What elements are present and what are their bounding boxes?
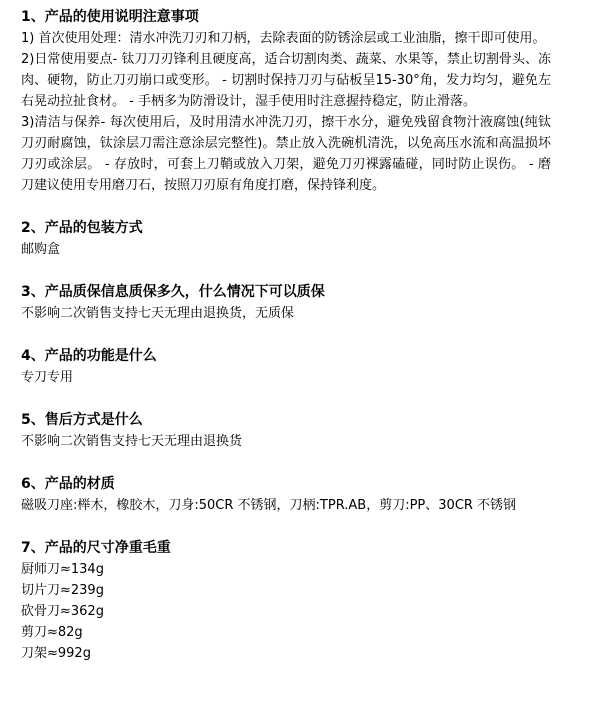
paragraph: 1) 首次使用处理：清水冲洗刀刃和刀柄，去除表面的防锈涂层或工业油脂，擦干即可使用。 xyxy=(21,31,546,46)
spacer xyxy=(21,452,551,473)
paragraph: 3)清洁与保养- 每次使用后，及时用清水冲洗刀刃，擦干水分，避免残留食物汁液腐蚀(纯钛刀刃耐腐蚀，钛涂层刀需注意涂层完整性)。禁止放入洗碗机清洗，以免高压水流和高温损坏刀刃或涂层。 - 存放时，可套上刀鞘或放入刀架，避免刀刃裸露磕碰，同时防止误伤。 - 磨刀建议使用专用磨刀石，按照刀刃原有角度打磨，保持锋利度。 xyxy=(21,115,551,193)
section-heading: 6、产品的材质 xyxy=(21,476,115,492)
spacer xyxy=(21,196,551,217)
section-heading: 4、产品的功能是什么 xyxy=(21,348,157,364)
weight-item-slicing-knife: 切片刀≈239g xyxy=(21,583,104,598)
paragraph: 邮购盒 xyxy=(21,242,61,257)
section-size-weight xyxy=(21,537,551,664)
spacer xyxy=(21,388,551,409)
spacer xyxy=(21,324,551,345)
spacer xyxy=(21,260,551,281)
section-heading: 2、产品的包装方式 xyxy=(21,220,143,236)
paragraph: 专刀专用 xyxy=(21,370,74,385)
weight-item-cleaver: 砍骨刀≈362g xyxy=(21,604,104,619)
section-after-sales xyxy=(21,409,551,452)
section-material xyxy=(21,473,551,516)
section-heading: 5、售后方式是什么 xyxy=(21,412,143,428)
paragraph: 2)日常使用要点- 钛刀刀刃锋利且硬度高，适合切割肉类、蔬菜、水果等，禁止切割骨头、冻肉、硬物，防止刀刃崩口或变形。 - 切割时保持刀刃与砧板呈15-30°角，发力均匀，避免左右晃动拉扯食材。 - 手柄多为防滑设计，湿手使用时注意握持稳定，防止滑落。 xyxy=(21,52,551,109)
section-heading: 3、产品质保信息质保多久，什么情况下可以质保 xyxy=(21,284,325,300)
section-usage-notes xyxy=(21,6,551,196)
section-packaging xyxy=(21,217,551,260)
paragraph: 不影响二次销售支持七天无理由退换货，无质保 xyxy=(21,306,295,321)
document-body xyxy=(21,6,551,664)
section-heading: 1、产品的使用说明注意事项 xyxy=(21,9,199,25)
paragraph: 磁吸刀座:榉木，橡胶木，刀身:50CR 不锈钢，刀柄:TPR.AB，剪刀:PP、30CR 不锈钢 xyxy=(21,498,517,513)
section-warranty xyxy=(21,281,551,324)
weight-item-knife-block: 刀架≈992g xyxy=(21,646,91,661)
paragraph: 不影响二次销售支持七天无理由退换货 xyxy=(21,434,243,449)
section-function xyxy=(21,345,551,388)
section-heading: 7、产品的尺寸净重毛重 xyxy=(21,540,171,556)
weight-item-chef-knife: 厨师刀≈134g xyxy=(21,562,104,577)
spacer xyxy=(21,516,551,537)
weight-item-scissors: 剪刀≈82g xyxy=(21,625,83,640)
